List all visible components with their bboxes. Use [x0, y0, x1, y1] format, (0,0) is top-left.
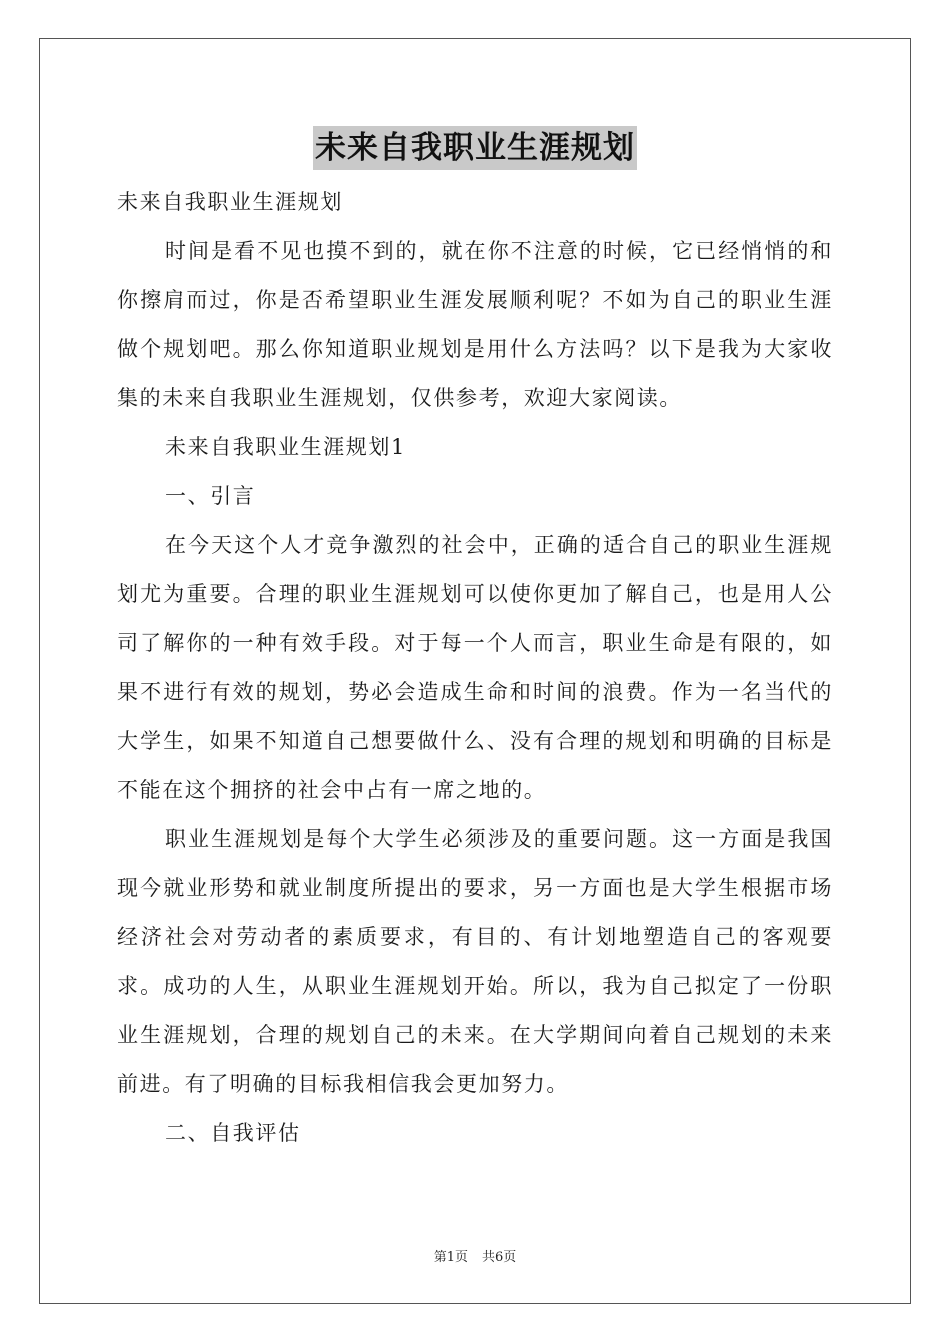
page-footer — [0, 1246, 950, 1265]
page-number: 第1页 — [433, 1250, 468, 1265]
document-title-text: 未来自我职业生涯规划 — [313, 126, 637, 170]
page-total: 共6页 — [482, 1250, 517, 1265]
section-heading-1: 未来自我职业生涯规划1 — [165, 435, 406, 459]
paragraph-intro: 时间是看不见也摸不到的，就在你不注意的时候，它已经悄悄的和你擦肩而过，你是否希望职业生涯发展顺利呢？不如为自己的职业生涯做个规划吧。那么你知道职业规划是用什么方法吗？以下是我为大家收集的未来自我职业生涯规划，仅供参考，欢迎大家阅读。 — [117, 239, 833, 410]
document-subtitle: 未来自我职业生涯规划 — [117, 190, 343, 214]
section-heading-introduction: 一、引言 — [165, 484, 256, 508]
document-title — [0, 126, 950, 175]
section-heading-self-assessment: 二、自我评估 — [165, 1121, 301, 1145]
document-body — [117, 178, 833, 1158]
paragraph-introduction-1: 在今天这个人才竞争激烈的社会中，正确的适合自己的职业生涯规划尤为重要。合理的职业生涯规划可以使你更加了解自己，也是用人公司了解你的一种有效手段。对于每一个人而言，职业生命是有限的，如果不进行有效的规划，势必会造成生命和时间的浪费。作为一名当代的大学生，如果不知道自己想要做什么、没有合理的规划和明确的目标是不能在这个拥挤的社会中占有一席之地的。 — [117, 533, 833, 802]
paragraph-introduction-2: 职业生涯规划是每个大学生必须涉及的重要问题。这一方面是我国现今就业形势和就业制度所提出的要求，另一方面也是大学生根据市场经济社会对劳动者的素质要求，有目的、有计划地塑造自己的客观要求。成功的人生，从职业生涯规划开始。所以，我为自己拟定了一份职业生涯规划，合理的规划自己的未来。在大学期间向着自己规划的未来前进。有了明确的目标我相信我会更加努力。 — [117, 827, 833, 1096]
